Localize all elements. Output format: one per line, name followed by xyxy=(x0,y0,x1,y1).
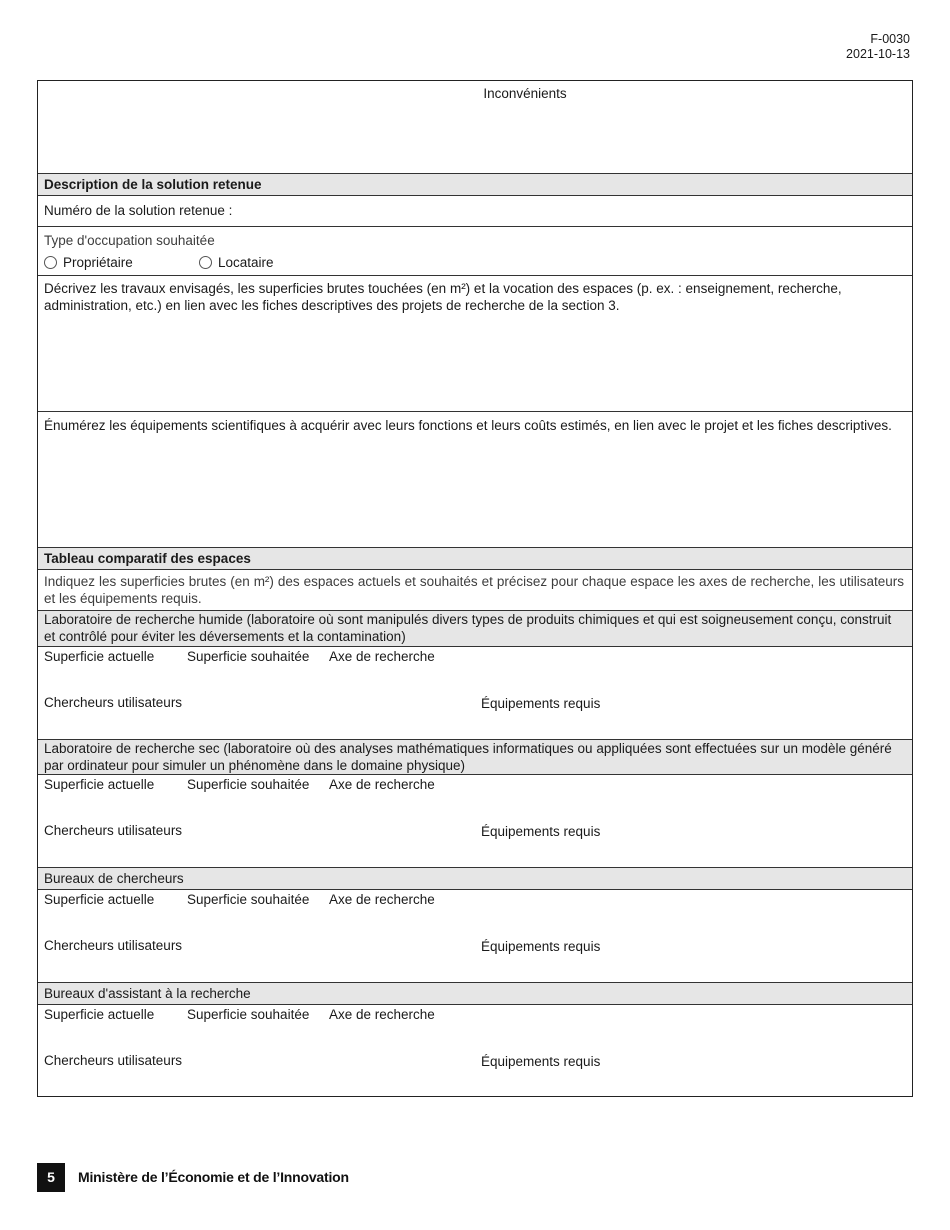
desired-area-field[interactable]: Superficie souhaitée xyxy=(187,1007,310,1022)
users-field[interactable]: Chercheurs utilisateurs xyxy=(44,695,183,710)
solution-section-title: Description de la solution retenue xyxy=(44,177,262,192)
equipment-list-box[interactable] xyxy=(38,412,912,547)
space-fields-assistant-offices xyxy=(38,1005,912,1096)
space-fields-researcher-offices xyxy=(38,890,912,982)
space-title: Laboratoire de recherche humide (laboratoire où sont manipulés divers types de produits chimiques et qui est soigneusement conçu, construit et contrôlé pour éviter les déversements et la contamination) xyxy=(44,612,892,644)
space-header-researcher-offices xyxy=(38,868,912,889)
form-frame xyxy=(37,80,913,1097)
equipment-field[interactable]: Équipements requis xyxy=(481,939,601,954)
space-fields-wet-lab xyxy=(38,647,912,739)
desired-area-field[interactable]: Superficie souhaitée xyxy=(187,777,310,792)
works-prompt: Décrivez les travaux envisagés, les superficies brutes touchées (en m²) et la vocation des espaces (p. ex. : enseignement, recherche, administration, etc.) en lien avec les fiches descriptives des projets de recherche de la section 3. xyxy=(44,281,842,313)
form-date: 2021-10-13 xyxy=(846,47,910,61)
space-header-assistant-offices xyxy=(38,983,912,1004)
current-area-field[interactable]: Superficie actuelle xyxy=(44,649,155,664)
research-axis-field[interactable]: Axe de recherche xyxy=(329,649,435,664)
research-axis-field[interactable]: Axe de recherche xyxy=(329,1007,435,1022)
inconvenients-label: Inconvénients xyxy=(483,86,567,101)
option-tenant-label: Locataire xyxy=(218,255,274,270)
users-field[interactable]: Chercheurs utilisateurs xyxy=(44,823,183,838)
space-title: Bureaux de chercheurs xyxy=(44,871,184,886)
users-field[interactable]: Chercheurs utilisateurs xyxy=(44,1053,183,1068)
solution-number-field[interactable] xyxy=(38,196,912,226)
comparative-instructions: Indiquez les superficies brutes (en m²) des espaces actuels et souhaités et précisez pour chaque espace les axes de recherche, les utilisateurs et les équipements requis. xyxy=(44,574,904,606)
radio-owner[interactable] xyxy=(44,256,57,269)
option-tenant[interactable] xyxy=(199,255,274,270)
comparative-instructions-row xyxy=(38,570,912,610)
space-header-wet-lab xyxy=(38,611,912,646)
comparative-section-header xyxy=(38,548,912,569)
space-header-dry-lab xyxy=(38,740,912,774)
space-title: Bureaux d'assistant à la recherche xyxy=(44,986,251,1001)
research-axis-field[interactable]: Axe de recherche xyxy=(329,777,435,792)
solution-number-label: Numéro de la solution retenue : xyxy=(44,203,233,218)
works-description-box[interactable] xyxy=(38,276,912,411)
desired-area-field[interactable]: Superficie souhaitée xyxy=(187,892,310,907)
ministry-name: Ministère de l’Économie et de l’Innovation xyxy=(78,1169,349,1185)
inconvenients-box[interactable] xyxy=(38,81,912,173)
occupation-type-label: Type d'occupation souhaitée xyxy=(44,233,215,248)
space-fields-dry-lab xyxy=(38,775,912,867)
form-header xyxy=(846,32,910,62)
current-area-field[interactable]: Superficie actuelle xyxy=(44,1007,155,1022)
form-code: F-0030 xyxy=(870,32,910,46)
users-field[interactable]: Chercheurs utilisateurs xyxy=(44,938,183,953)
option-owner[interactable] xyxy=(44,255,133,270)
page-number: 5 xyxy=(37,1163,65,1192)
current-area-field[interactable]: Superficie actuelle xyxy=(44,777,155,792)
option-owner-label: Propriétaire xyxy=(63,255,133,270)
current-area-field[interactable]: Superficie actuelle xyxy=(44,892,155,907)
equipment-field[interactable]: Équipements requis xyxy=(481,1054,601,1069)
equipment-prompt: Énumérez les équipements scientifiques à acquérir avec leurs fonctions et leurs coûts estimés, en lien avec le projet et les fiches descriptives. xyxy=(44,418,892,433)
radio-tenant[interactable] xyxy=(199,256,212,269)
equipment-field[interactable]: Équipements requis xyxy=(481,824,601,839)
equipment-field[interactable]: Équipements requis xyxy=(481,696,601,711)
comparative-section-title: Tableau comparatif des espaces xyxy=(44,551,251,566)
occupation-type-group xyxy=(38,227,912,275)
space-title: Laboratoire de recherche sec (laboratoire où des analyses mathématiques informatiques ou appliquées sont effectuées sur un modèle généré par ordinateur pour simuler un phénomène dans le domaine physique) xyxy=(44,741,892,773)
solution-section-header xyxy=(38,174,912,195)
desired-area-field[interactable]: Superficie souhaitée xyxy=(187,649,310,664)
research-axis-field[interactable]: Axe de recherche xyxy=(329,892,435,907)
